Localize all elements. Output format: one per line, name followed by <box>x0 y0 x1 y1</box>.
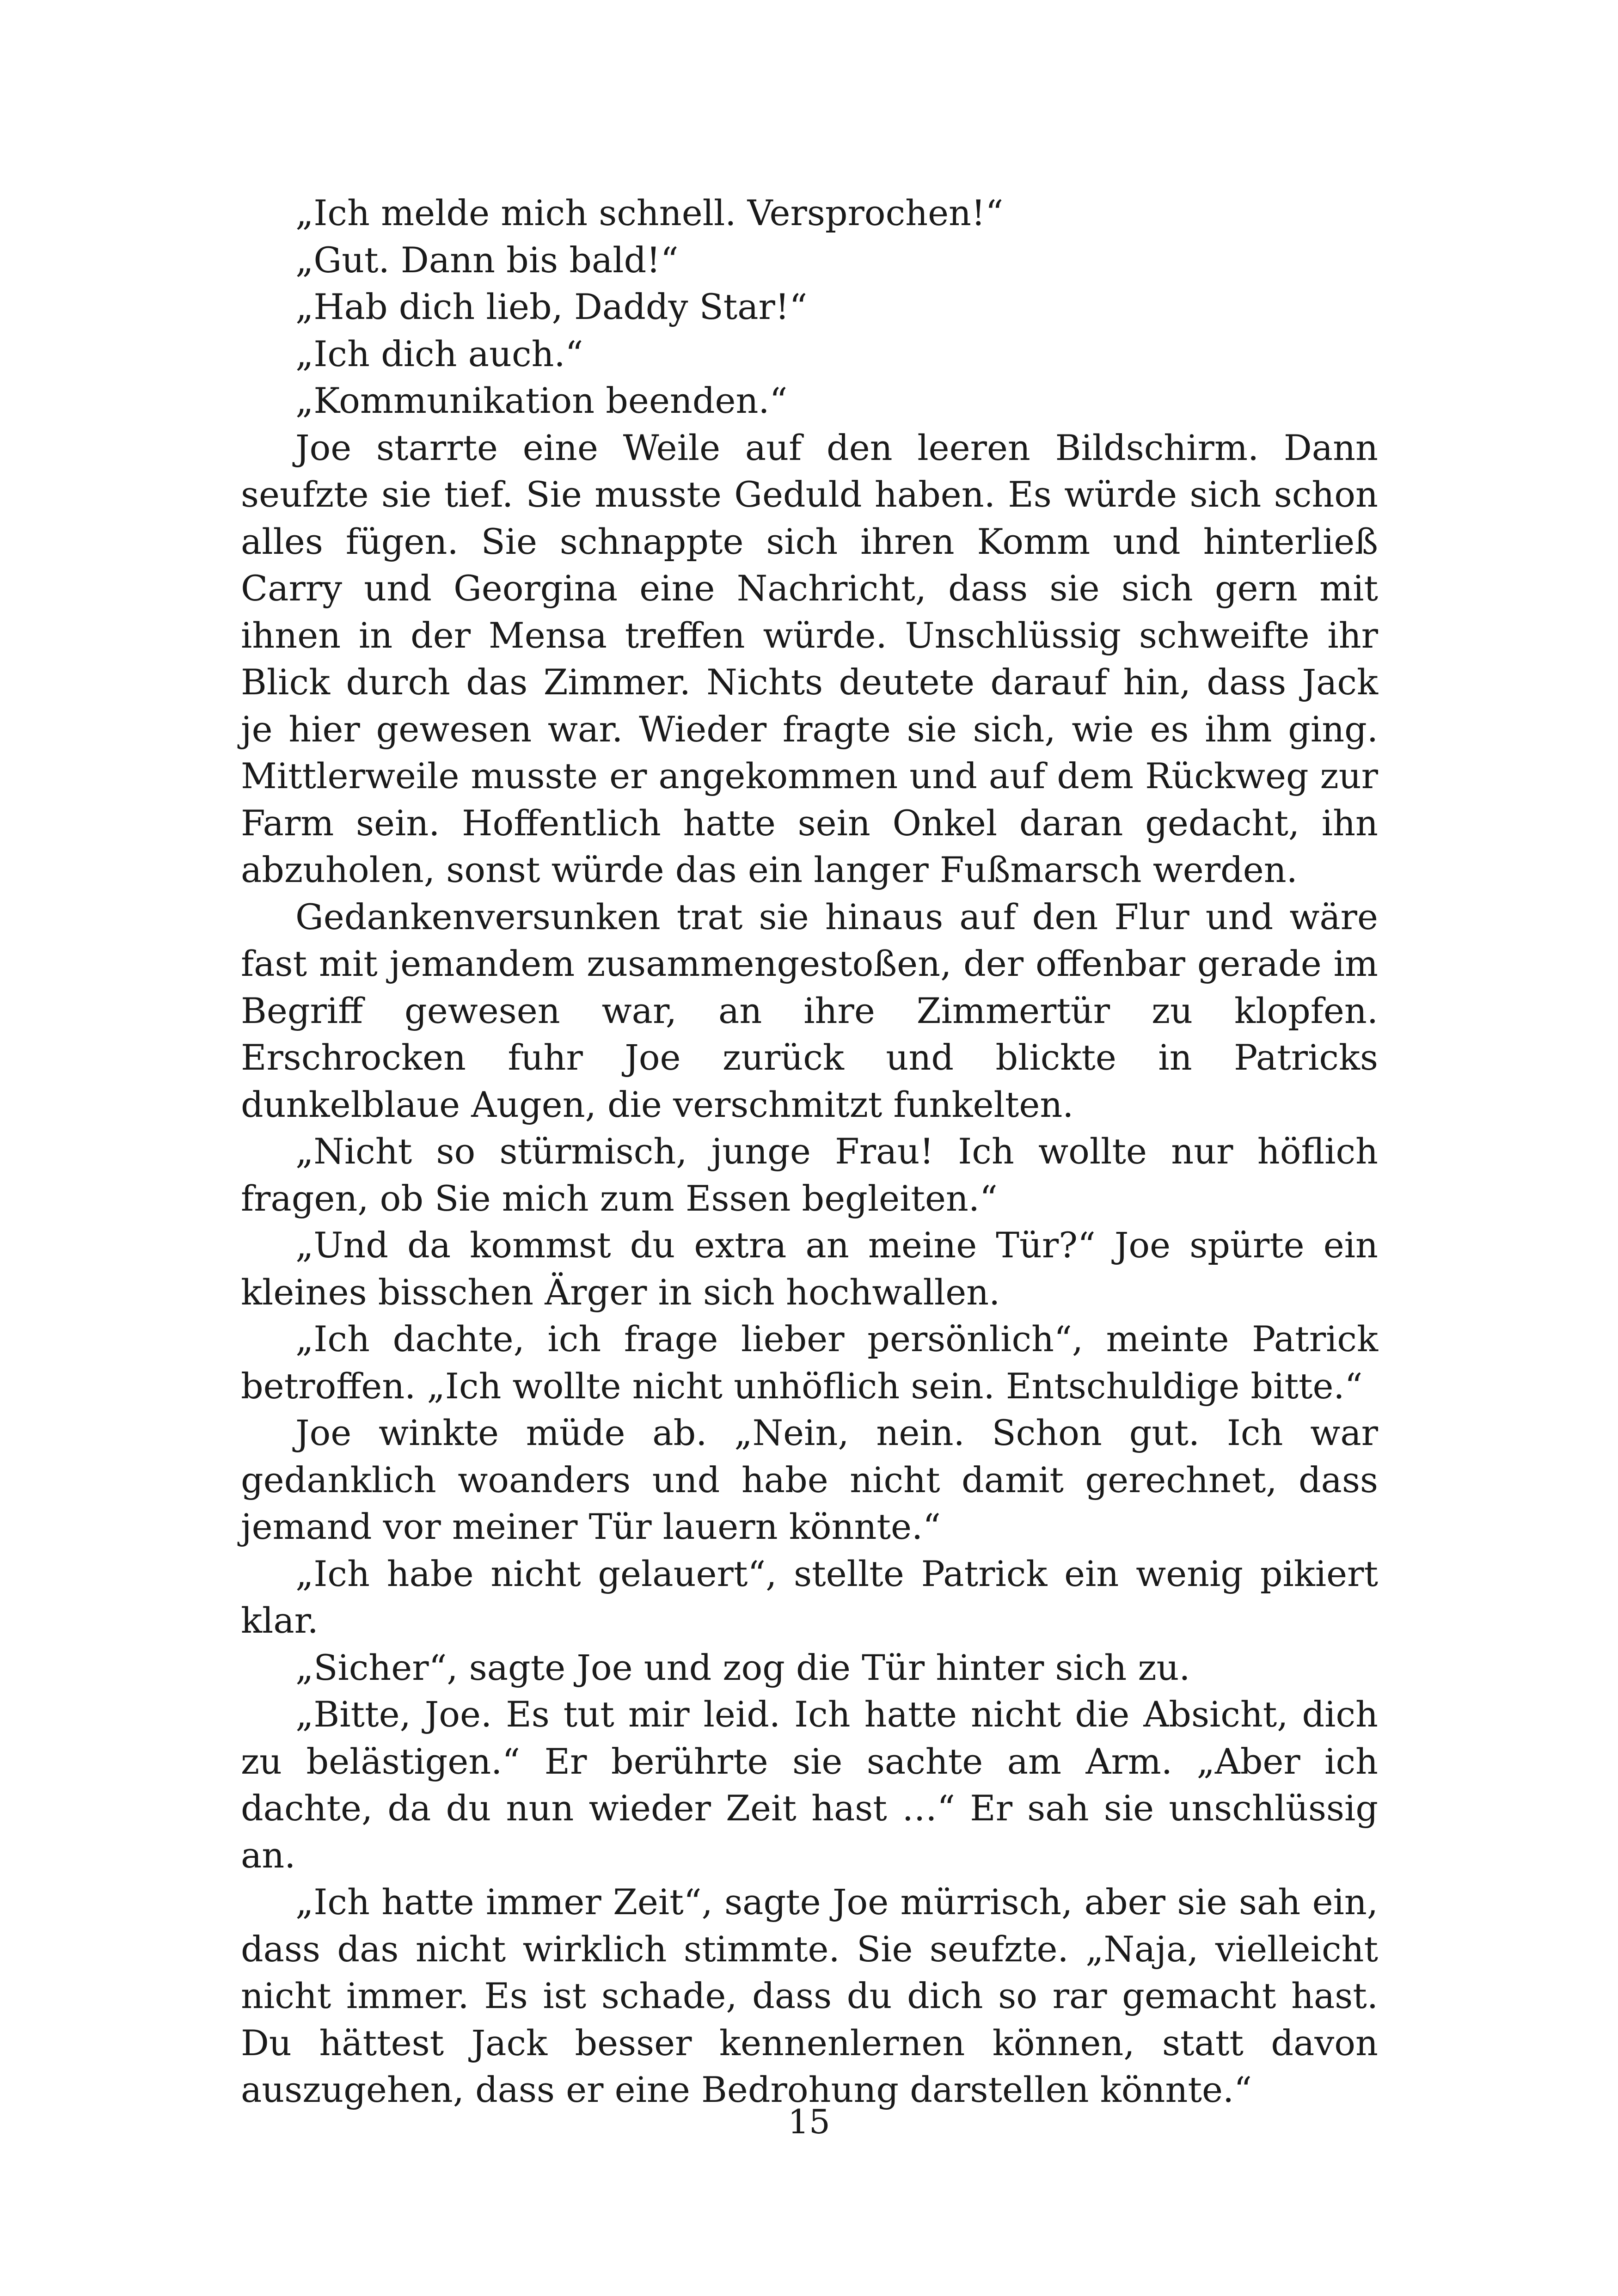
paragraph: Joe starrte eine Weile auf den leeren Bildschirm. Dann seufzte sie tief. Sie musste Geduld haben. Es würde sich schon alles fügen. Sie schnappte sich ihren Komm und hinterließ Carry und Georgina eine Nachricht, dass sie sich gern mit ihnen in der Mensa treffen würde. Unschlüssig schweifte ihr Blick durch das Zimmer. Nichts deutete darauf hin, dass Jack je hier gewesen war. Wieder fragte sie sich, wie es ihm ging. Mittlerweile musste er angekommen und auf dem Rückweg zur Farm sein. Hoffentlich hatte sein Onkel daran gedacht, ihn abzuholen, sonst würde das ein langer Fußmarsch werden. <box>241 427 1378 890</box>
paragraph: „Sicher“, sagte Joe und zog die Tür hinter sich zu. <box>295 1647 1190 1688</box>
paragraph: „Nicht so stürmisch, junge Frau! Ich wollte nur höflich fragen, ob Sie mich zum Essen begleiten.“ <box>241 1131 1378 1219</box>
paragraph: Gedankenversunken trat sie hinaus auf den Flur und wäre fast mit jemandem zusammengestoßen, der offenbar gerade im Begriff gewesen war, an ihre Zimmertür zu klopfen. Erschrocken fuhr Joe zurück und blickte in Patricks dunkelblaue Augen, die verschmitzt funkelten. <box>241 896 1378 1125</box>
paragraph: Joe winkte müde ab. „Nein, nein. Schon gut. Ich war gedanklich woanders und habe nicht damit gerechnet, dass jemand vor meiner Tür lauern könnte.“ <box>241 1412 1378 1547</box>
page-number: 15 <box>788 2102 830 2141</box>
paragraph: „Ich habe nicht gelauert“, stellte Patrick ein wenig pikiert klar. <box>241 1553 1378 1641</box>
paragraph: „Ich melde mich schnell. Versprochen!“ <box>295 192 1004 233</box>
paragraph: „Ich dachte, ich frage lieber persönlich“, meinte Patrick betroffen. „Ich wollte nicht unhöflich sein. Entschuldige bitte.“ <box>241 1318 1378 1407</box>
paragraph: „Und da kommst du extra an meine Tür?“ Joe spürte ein kleines bisschen Ärger in sich hochwallen. <box>241 1225 1378 1313</box>
paragraph: „Kommunikation beenden.“ <box>295 380 788 421</box>
paragraph: „Gut. Dann bis bald!“ <box>295 239 679 281</box>
body-text <box>241 190 1378 2113</box>
paragraph: „Bitte, Joe. Es tut mir leid. Ich hatte nicht die Absicht, dich zu belästigen.“ Er berührte sie sachte am Arm. „Aber ich dachte, da du nun wieder Zeit hast …“ Er sah sie unschlüssig an. <box>241 1694 1378 1876</box>
paragraph: „Ich hatte immer Zeit“, sagte Joe mürrisch, aber sie sah ein, dass das nicht wirklich stimmte. Sie seufzte. „Naja, vielleicht nicht immer. Es ist schade, dass du dich so rar gemacht hast. Du hättest Jack besser kennenlernen können, statt davon auszugehen, dass er eine Bedrohung darstellen könnte.“ <box>241 1881 1378 2110</box>
paragraph: „Hab dich lieb, Daddy Star!“ <box>295 286 808 327</box>
paragraph: „Ich dich auch.“ <box>295 333 583 374</box>
